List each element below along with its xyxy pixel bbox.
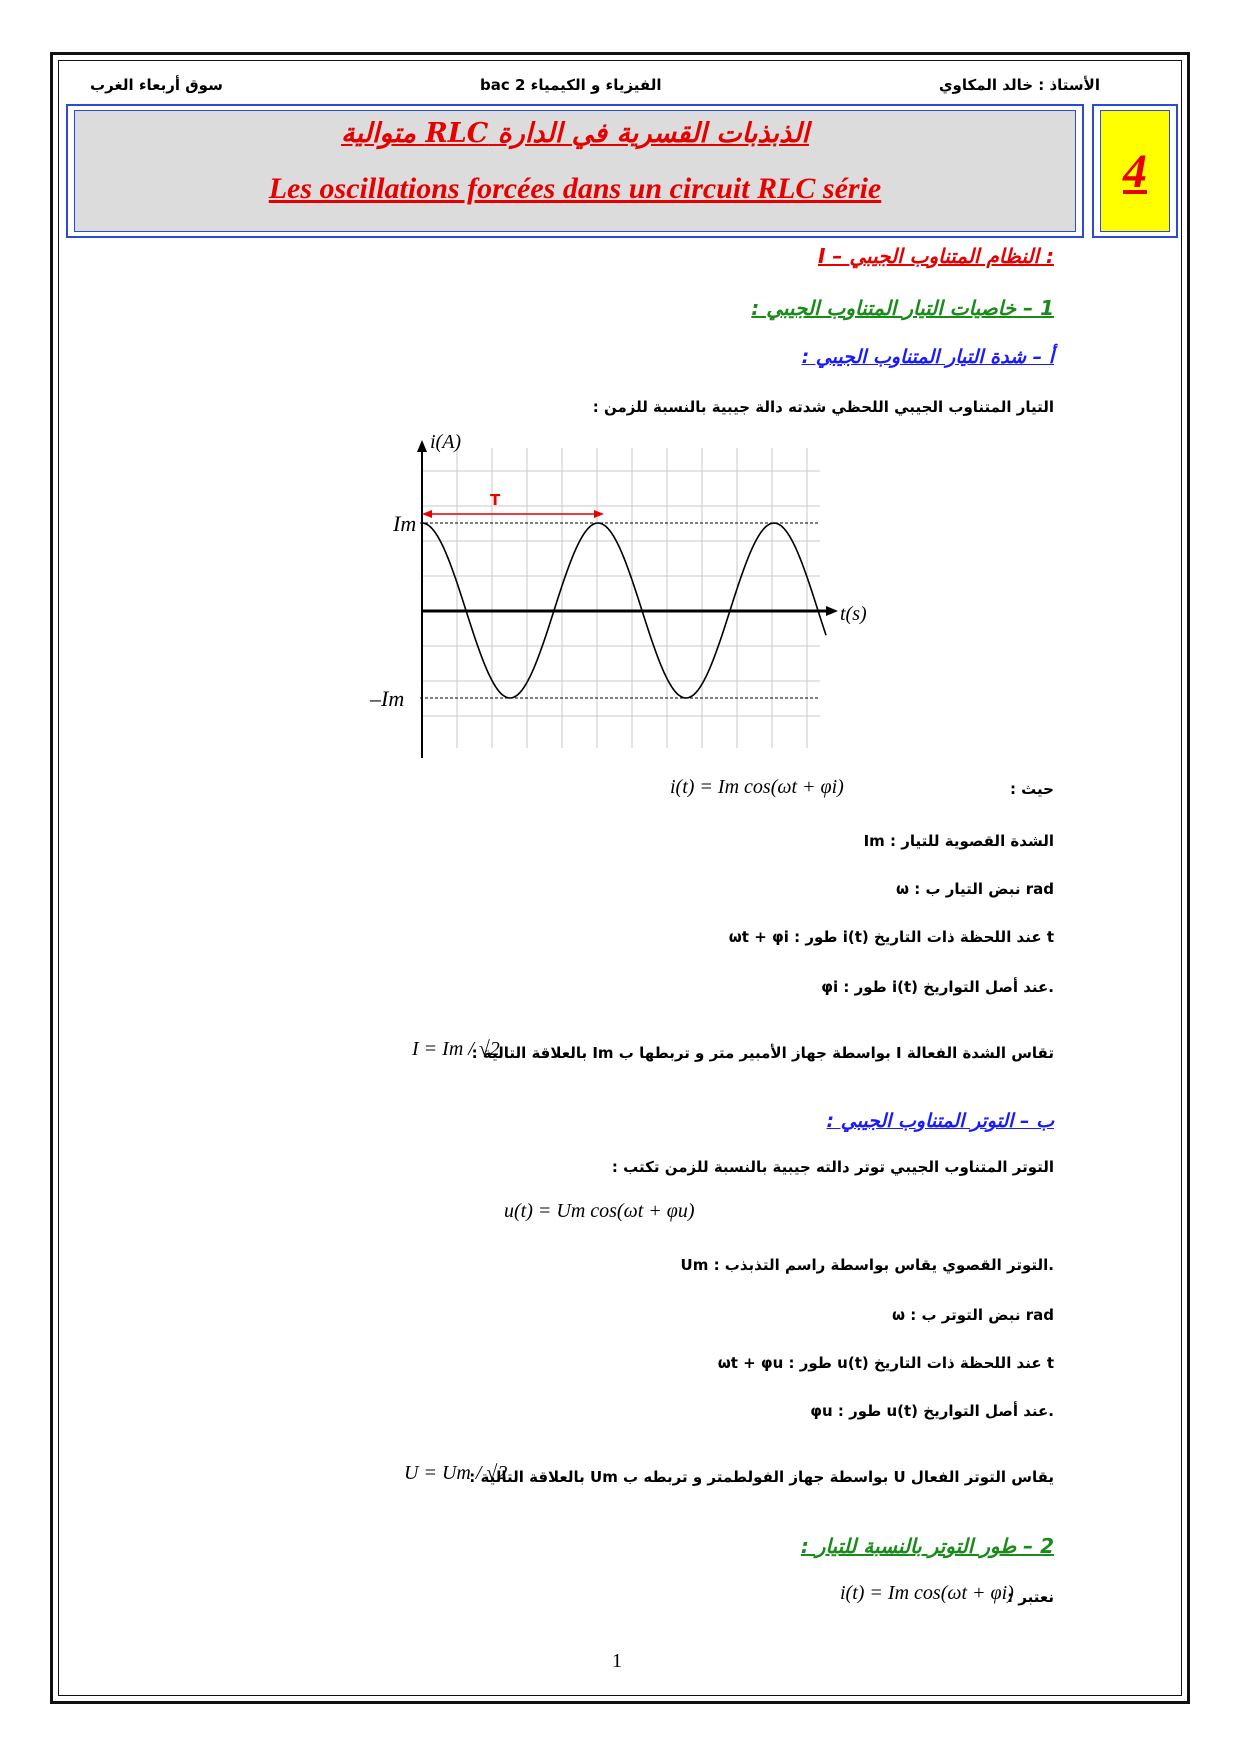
voltage-heading: ب – التوتر المتناوب الجيبي : (826, 1110, 1054, 1132)
voltage-effective-formula: U = Um / √2 (404, 1462, 508, 1484)
section-1-heading: I – النظام المتناوب الجيبي : (817, 244, 1054, 268)
voltage-def-phi: φu : طور u(t) عند أصل التواريخ. (810, 1402, 1054, 1420)
consider-label: نعتبر : (1007, 1588, 1054, 1606)
voltage-def-phase: ωt + φu : طور u(t) عند اللحظة ذات التاريخ t (717, 1354, 1054, 1372)
period-arrow-left-head (422, 510, 432, 518)
voltage-intro: التوتر المتناوب الجيبي توتر دالته جيبية بالنسبة للزمن تكتب : (611, 1158, 1054, 1176)
current-effective-text: تقاس الشدة الفعالة I بواسطة جهاز الأمبير متر و تربطها ب Im بالعلاقة التالية : (471, 1044, 1054, 1062)
x-axis-label: t(s) (840, 603, 867, 625)
x-axis-arrow (826, 606, 838, 616)
period-label: T (490, 491, 501, 509)
chapter-number: 4 (1123, 144, 1147, 198)
subsection-1-heading: 1 – خاصيات التيار المتناوب الجيبي : (751, 296, 1054, 320)
page-number: 1 (612, 1650, 622, 1672)
current-def-phase: ωt + φi : طور i(t) عند اللحظة ذات التاريخ t (728, 928, 1054, 946)
chapter-number-box (1100, 110, 1170, 232)
chart-grid (422, 448, 820, 748)
subject-label: الفيزياء و الكيمياء 2 bac (480, 76, 662, 94)
current-chart (360, 428, 880, 768)
voltage-def-omega: ω : نبض التوتر ب rad (892, 1306, 1054, 1324)
current-def-phi: φi : طور i(t) عند أصل التواريخ. (821, 978, 1054, 996)
current-intro: التيار المتناوب الجيبي اللحظي شدته دالة جيبية بالنسبة للزمن : (592, 398, 1054, 416)
current-formula: i(t) = Im cos(ωt + φi) (670, 776, 844, 798)
school-name: سوق أربعاء الغرب (90, 76, 223, 94)
voltage-effective-text: يقاس التوتر الفعال U بواسطة جهاز الفولطمتر و تربطه ب Um بالعلاقة التالية : (469, 1468, 1054, 1486)
title-arabic: الذبذبات القسرية في الدارة RLC متوالية (341, 118, 809, 149)
y-axis-arrow (417, 440, 427, 452)
where-label: حيث : (1009, 780, 1054, 798)
teacher-name: الأستاذ : خالد المكاوي (938, 76, 1100, 94)
section-2-heading: 2 – طور التوتر بالنسبة للتيار : (800, 1534, 1054, 1558)
im-tick-label: Im (393, 511, 417, 536)
title-french: Les oscillations forcées dans un circuit RLC série (268, 172, 882, 205)
current-effective-formula: I = Im / √2 (412, 1038, 500, 1060)
subsection-a-heading: أ – شدة التيار المتناوب الجيبي : (801, 346, 1054, 368)
minus-im-tick-label: –Im (370, 686, 405, 711)
voltage-def-um: Um : التوتر القصوي يقاس بواسطة راسم التذبذب. (680, 1256, 1054, 1274)
voltage-formula: u(t) = Um cos(ωt + φu) (504, 1200, 695, 1222)
current-def-im: Im : الشدة القصوية للتيار (863, 832, 1054, 850)
period-arrow-right-head (594, 510, 604, 518)
y-axis-label: i(A) (430, 431, 462, 453)
section-2-formula: i(t) = Im cos(ωt + φi) (840, 1582, 1014, 1604)
current-def-omega: ω : نبض التيار ب rad (896, 880, 1054, 898)
